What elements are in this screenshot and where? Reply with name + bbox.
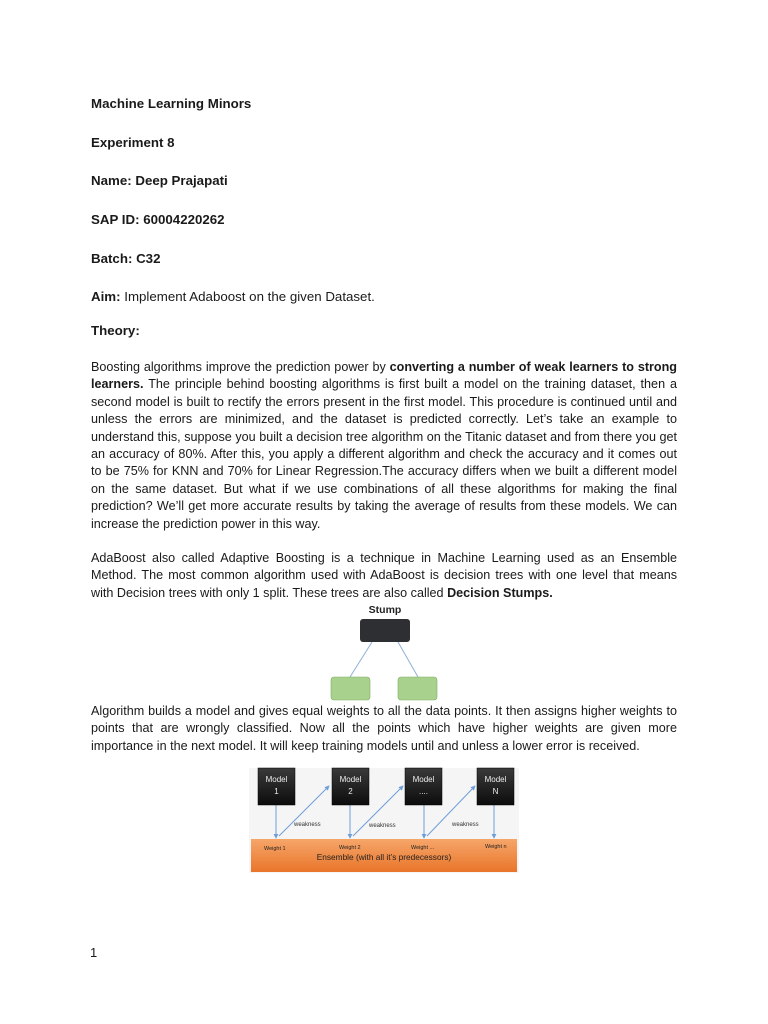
theory-heading: Theory:: [91, 323, 140, 338]
aim-label: Aim:: [91, 289, 121, 304]
model-1-title: Model: [265, 775, 288, 784]
stump-diagram: [330, 601, 440, 705]
stump-root-node: [360, 619, 410, 642]
model-box-n: [477, 768, 514, 805]
model-box-3: [405, 768, 442, 805]
aim-line: [91, 289, 375, 304]
stump-edge-right: [398, 642, 418, 677]
p1-text-b: The principle behind boosting algorithms is first built a model on the training dataset, then a second model is built to rectify the errors present in the first model. This procedure is continued until and unless the errors are minimized, and the dataset is predicted correctly. Let’s take an example to understand this, suppose you built a decision tree algorithm on the Titanic dataset and from there you get an accuracy of 80%. After this, you apply a different algorithm and check the accuracy and it comes out to be 75% for KNN and 70% for Linear Regression.The accuracy differs when we built a different model on the same dataset. But what if we use combinations of all these algorithms for making the final prediction? We’ll get more accurate results by taking the average of results from these models. We can increase the prediction power in this way.: [91, 377, 677, 531]
model-n-index: N: [492, 787, 499, 796]
model-2-title: Model: [339, 775, 362, 784]
p2-bold: Decision Stumps.: [447, 585, 553, 600]
weakness-label-1: weakness: [294, 822, 321, 828]
sap-id: SAP ID: 60004220262: [91, 212, 225, 227]
model-box-1: [258, 768, 295, 805]
model-3-title: Model: [412, 775, 435, 784]
batch: Batch: C32: [91, 251, 161, 266]
stump-leaf-right: [398, 677, 437, 700]
weight-label-4: Weight n: [485, 844, 507, 850]
model-n-title: Model: [484, 775, 507, 784]
ensemble-diagram: [249, 764, 519, 876]
model-3-index: ....: [419, 787, 428, 796]
page-number: 1: [90, 945, 98, 960]
weight-label-1: Weight 1: [264, 846, 286, 852]
p2-text-a: AdaBoost also called Adaptive Boosting is a technique in Machine Learning used as an Ensemble Method. The most common algorithm used with AdaBoost is decision trees with one level that means with Decision trees with only 1 split. These trees are also called: [91, 551, 677, 600]
aim-text: Implement Adaboost on the given Dataset.: [120, 289, 375, 304]
theory-paragraph-1: [91, 359, 677, 533]
weakness-label-3: weakness: [452, 822, 479, 828]
model-2-index: 2: [348, 787, 353, 796]
course-title: Machine Learning Minors: [91, 96, 252, 111]
ensemble-label: Ensemble (with all it’s predecessors): [316, 852, 452, 862]
experiment-number: Experiment 8: [91, 135, 175, 150]
model-box-2: [332, 768, 369, 805]
theory-paragraph-3: Algorithm builds a model and gives equal weights to all the data points. It then assigns higher weights to points that are wrongly classified. Now all the points which have higher weights are given more importance in the next model. It will keep training models until and unless a lower error is received.: [91, 704, 677, 753]
model-1-index: 1: [274, 787, 279, 796]
stump-title: Stump: [368, 604, 402, 616]
theory-paragraph-2: [91, 550, 677, 602]
p1-text-a: Boosting algorithms improve the prediction power by: [91, 360, 390, 374]
student-name: Name: Deep Prajapati: [91, 173, 228, 188]
p1-bold: converting a number of weak learners to strong learners.: [91, 360, 677, 392]
stump-leaf-left: [331, 677, 370, 700]
weakness-label-2: weakness: [369, 823, 396, 829]
weight-label-2: Weight 2: [339, 845, 361, 851]
stump-edge-left: [350, 642, 372, 677]
weight-label-3: Weight ...: [411, 845, 435, 851]
